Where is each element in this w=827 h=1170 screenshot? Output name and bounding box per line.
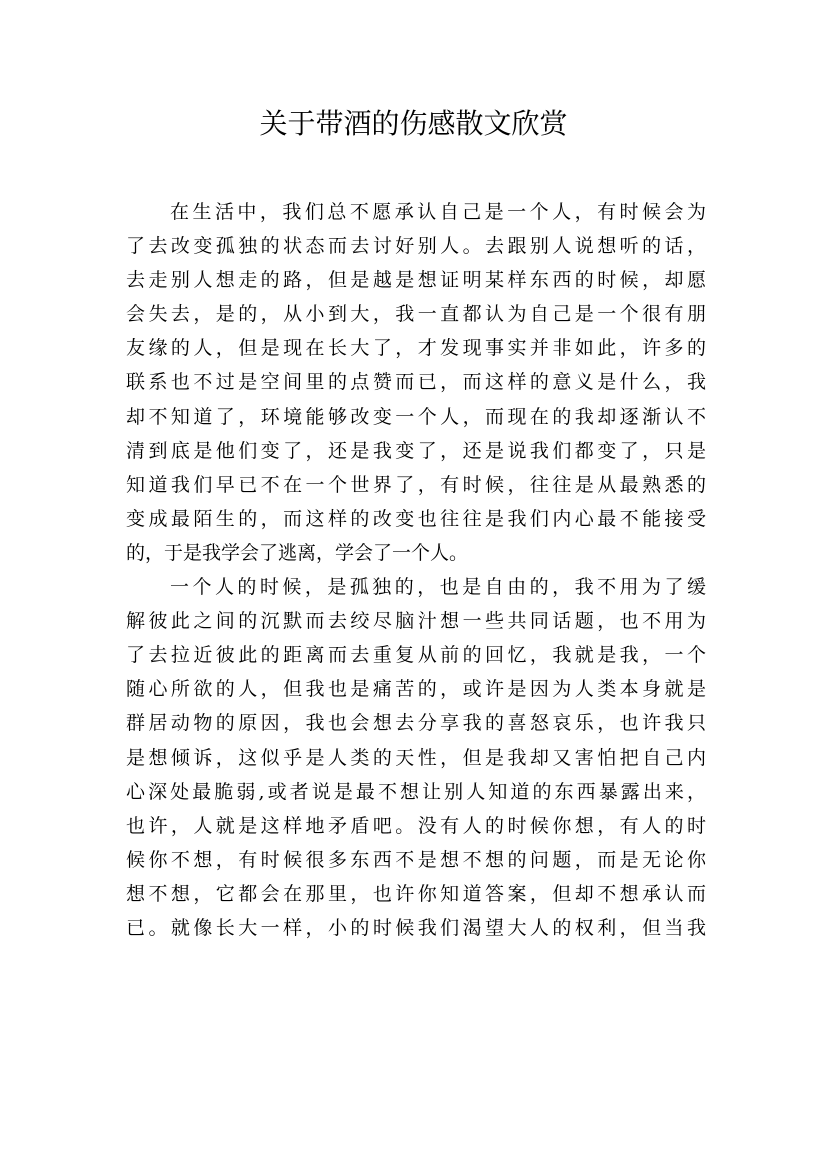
paragraph-line: 心深处最脆弱,或者说是最不想让别人知道的东西暴露出来， <box>126 780 706 803</box>
paragraph-line: 也许，人就是这样地矛盾吧。没有人的时候你想，有人的时 <box>126 814 706 837</box>
paragraph-line: 一个人的时候，是孤独的，也是自由的，我不用为了缓 <box>170 576 706 599</box>
document-title: 关于带酒的伤感散文欣赏 <box>259 107 568 140</box>
paragraph-line: 清到底是他们变了，还是我变了，还是说我们都变了，只是 <box>126 439 706 462</box>
paragraph-1 <box>126 195 706 570</box>
paragraph-line: 了去拉近彼此的距离而去重复从前的回忆，我就是我，一个 <box>126 644 706 667</box>
paragraph-line: 却不知道了，环境能够改变一个人，而现在的我却逐渐认不 <box>126 405 706 428</box>
paragraph-line: 随心所欲的人，但我也是痛苦的，或许是因为人类本身就是 <box>126 678 706 701</box>
paragraph-line: 候你不想，有时候很多东西不是想不想的问题，而是无论你 <box>126 848 706 871</box>
paragraph-line: 已。就像长大一样，小的时候我们渴望大人的权利，但当我 <box>126 916 706 939</box>
paragraph-line: 在生活中，我们总不愿承认自己是一个人，有时候会为 <box>170 201 706 223</box>
paragraph-line: 群居动物的原因，我也会想去分享我的喜怒哀乐，也许我只 <box>126 712 706 735</box>
paragraph-line: 去走别人想走的路，但是越是想证明某样东西的时候，却愿 <box>126 269 706 292</box>
paragraph-line: 想不想，它都会在那里，也许你知道答案，但却不想承认而 <box>126 882 706 905</box>
paragraph-line: 是想倾诉，这似乎是人类的天性，但是我却又害怕把自己内 <box>126 746 706 769</box>
paragraph-line: 了去改变孤独的状态而去讨好别人。去跟别人说想听的话， <box>126 235 706 258</box>
paragraph-line: 变成最陌生的，而这样的改变也往往是我们内心最不能接受 <box>126 507 706 530</box>
paragraph-line: 会失去，是的，从小到大，我一直都认为自己是一个很有朋 <box>126 303 706 326</box>
paragraph-line: 联系也不过是空间里的点赞而已，而这样的意义是什么，我 <box>126 371 706 394</box>
paragraph-line: 的，于是我学会了逃离，学会了一个人。 <box>126 541 469 564</box>
paragraph-2 <box>126 570 706 945</box>
paragraph-line: 知道我们早已不在一个世界了，有时候，往往是从最熟悉的 <box>126 473 706 496</box>
paragraph-line: 友缘的人，但是现在长大了，才发现事实并非如此，许多的 <box>126 337 706 360</box>
document-body <box>126 195 706 945</box>
paragraph-line: 解彼此之间的沉默而去绞尽脑汁想一些共同话题，也不用为 <box>126 610 706 633</box>
